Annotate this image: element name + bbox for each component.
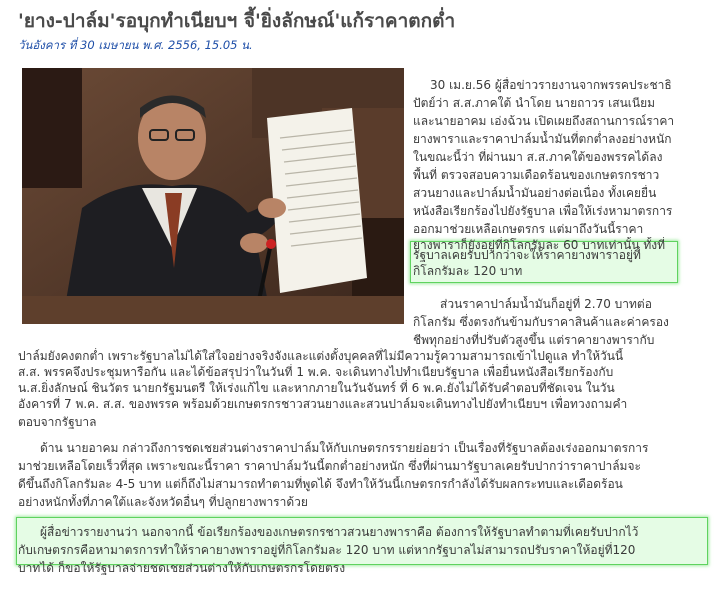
article-line: 30 เม.ย.56 ผู้สื่อข่าวรายงานจากพรรคประชาธิ [430, 78, 672, 92]
article-line: น.ส.ยิ่งลักษณ์ ชินวัตร นายกรัฐมนตรี ให้เร่งแก้ไข และหากภายในวันจันทร์ ที่ 6 พ.ค.ยังไม่ได้รับคำตอบที่ชัดเจน ในวัน [18, 381, 615, 395]
article-line: กิโลกรัมละ 120 บาท [413, 264, 523, 278]
article-line: บาทได้ ก็ขอให้รัฐบาลจ่ายชดเชยส่วนต่างให้กับเกษตรกรโดยตรง [18, 561, 346, 575]
article-line: ดีขึ้นถึงกิโลกรัมละ 4-5 บาท แต่ก็ถึงไม่สามารถทำตามที่พูดได้ จึงทำให้วันนี้เกษตรกรกำลังได้รับผลกระทบและเดือดร้อน [18, 477, 623, 491]
news-photo-illustration [22, 68, 404, 324]
dateline: วันอังคาร ที่ 30 เมษายน พ.ศ. 2556, 15.05 น. [18, 38, 253, 52]
article-line: สวนยางและปาล์มน้ำมันอย่างต่อเนื่อง ทั้งเคยยื่น [413, 186, 657, 200]
article-line: และนายอาคม เอ่งฉ้วน เปิดเผยถึงสถานการณ์ราคา [413, 114, 675, 128]
headline: 'ยาง-ปาล์ม'รอบุกทำเนียบฯ จี้'ยิ่งลักษณ์'แก้ราคาตกต่ำ [18, 10, 456, 32]
article-line: ออกมาช่วยเหลือเกษตรกร แต่มาถึงวันนี้ราคา [413, 222, 644, 236]
article-line: ในขณะนี้ว่า ที่ผ่านมา ส.ส.ภาคใต้ของพรรคได้ลง [413, 150, 663, 164]
article-line: ตอบจากรัฐบาล [18, 415, 97, 429]
article-line: ผู้สื่อข่าวรายงานว่า นอกจากนี้ ข้อเรียกร้องของเกษตรกรชาวสวนยางพาราคือ ต้องการให้รัฐบาลทำตามที่เคยรับปากไว้ [40, 525, 639, 539]
article-line: ยางพาราและราคาปาล์มน้ำมันที่ตกต่ำลงอย่างหนัก [413, 132, 672, 146]
article-line: ปาล์มยังคงตกต่ำ เพราะรัฐบาลไม่ได้ใส่ใจอย่างจริงจังและแต่งตั้งบุคคลที่ไม่มีความรู้ความสามารถเข้าไปดูแล ทำให้วันนี้ [18, 349, 624, 363]
article-line: ปัตย์ว่า ส.ส.ภาคใต้ นำโดย นายถาวร เสนเนียม [413, 96, 656, 110]
article-line: ส่วนราคาปาล์มน้ำมันก็อยู่ที่ 2.70 บาทต่อ [440, 297, 652, 311]
article-line: อย่างหนักทั้งที่ภาคใต้และจังหวัดอื่นๆ ที่ปลูกยางพาราด้วย [18, 495, 308, 509]
article-line: มาช่วยเหลือโดยเร็วที่สุด เพราะขณะนี้ราคา ราคาปาล์มวันนี้ตกต่ำอย่างหนัก ซึ่งที่ผ่านมารัฐบาลเคยรับปากว่าราคาปาล์มจะ [18, 459, 641, 473]
article-line: ชีพทุกอย่างที่ปรับตัวสูงขึ้น แต่ราคายางพารากับ [413, 333, 655, 347]
article-line: อังคารที่ 7 พ.ค. ส.ส. ของพรรค พร้อมด้วยเกษตรกรชาวสวนยางและสวนปาล์มจะเดินทางไปยังทำเนียบฯ เพื่อทวงถามคำ [18, 397, 628, 411]
news-photo [22, 68, 404, 324]
article-line: กับเกษตรกรคือหามาตรการทำให้ราคายางพาราอยู่ที่กิโลกรัมละ 120 บาท แต่หากรัฐบาลไม่สามารถปรับราคาให้อยู่ที่120 [18, 543, 636, 557]
article-line: ด้าน นายอาคม กล่าวถึงการชดเชยส่วนต่างราคาปาล์มให้กับเกษตรกรรายย่อยว่า เป็นเรื่องที่รัฐบาลต้องเร่งออกมาตรการ [40, 441, 649, 455]
article-line: รัฐบาลเคยรับปากว่าจะให้ราคายางพาราอยู่ที่ [413, 248, 641, 262]
article-line: หนังสือเรียกร้องไปยังรัฐบาล เพื่อให้เร่งหามาตรการ [413, 204, 673, 218]
article-line: ยางพาราก็ยังอยู่ที่กิโลกรัมละ 60 บาทเท่านั้น ทั้งที่ [413, 238, 666, 252]
article-line: ส.ส. พรรคจึงประชุมหารือกัน และได้ข้อสรุปว่าในวันที่ 1 พ.ค. จะเดินทางไปทำเนียบรัฐบาล เพื่อยื่นหนังสือเรียกร้องกับ [18, 365, 614, 379]
article-line: พื้นที่ ตรวจสอบความเดือดร้อนของเกษตรกรชาว [413, 168, 660, 182]
article-line: กิโลกรัม ซึ่งตรงกันข้ามกับราคาสินค้าและค่าครอง [413, 315, 669, 329]
